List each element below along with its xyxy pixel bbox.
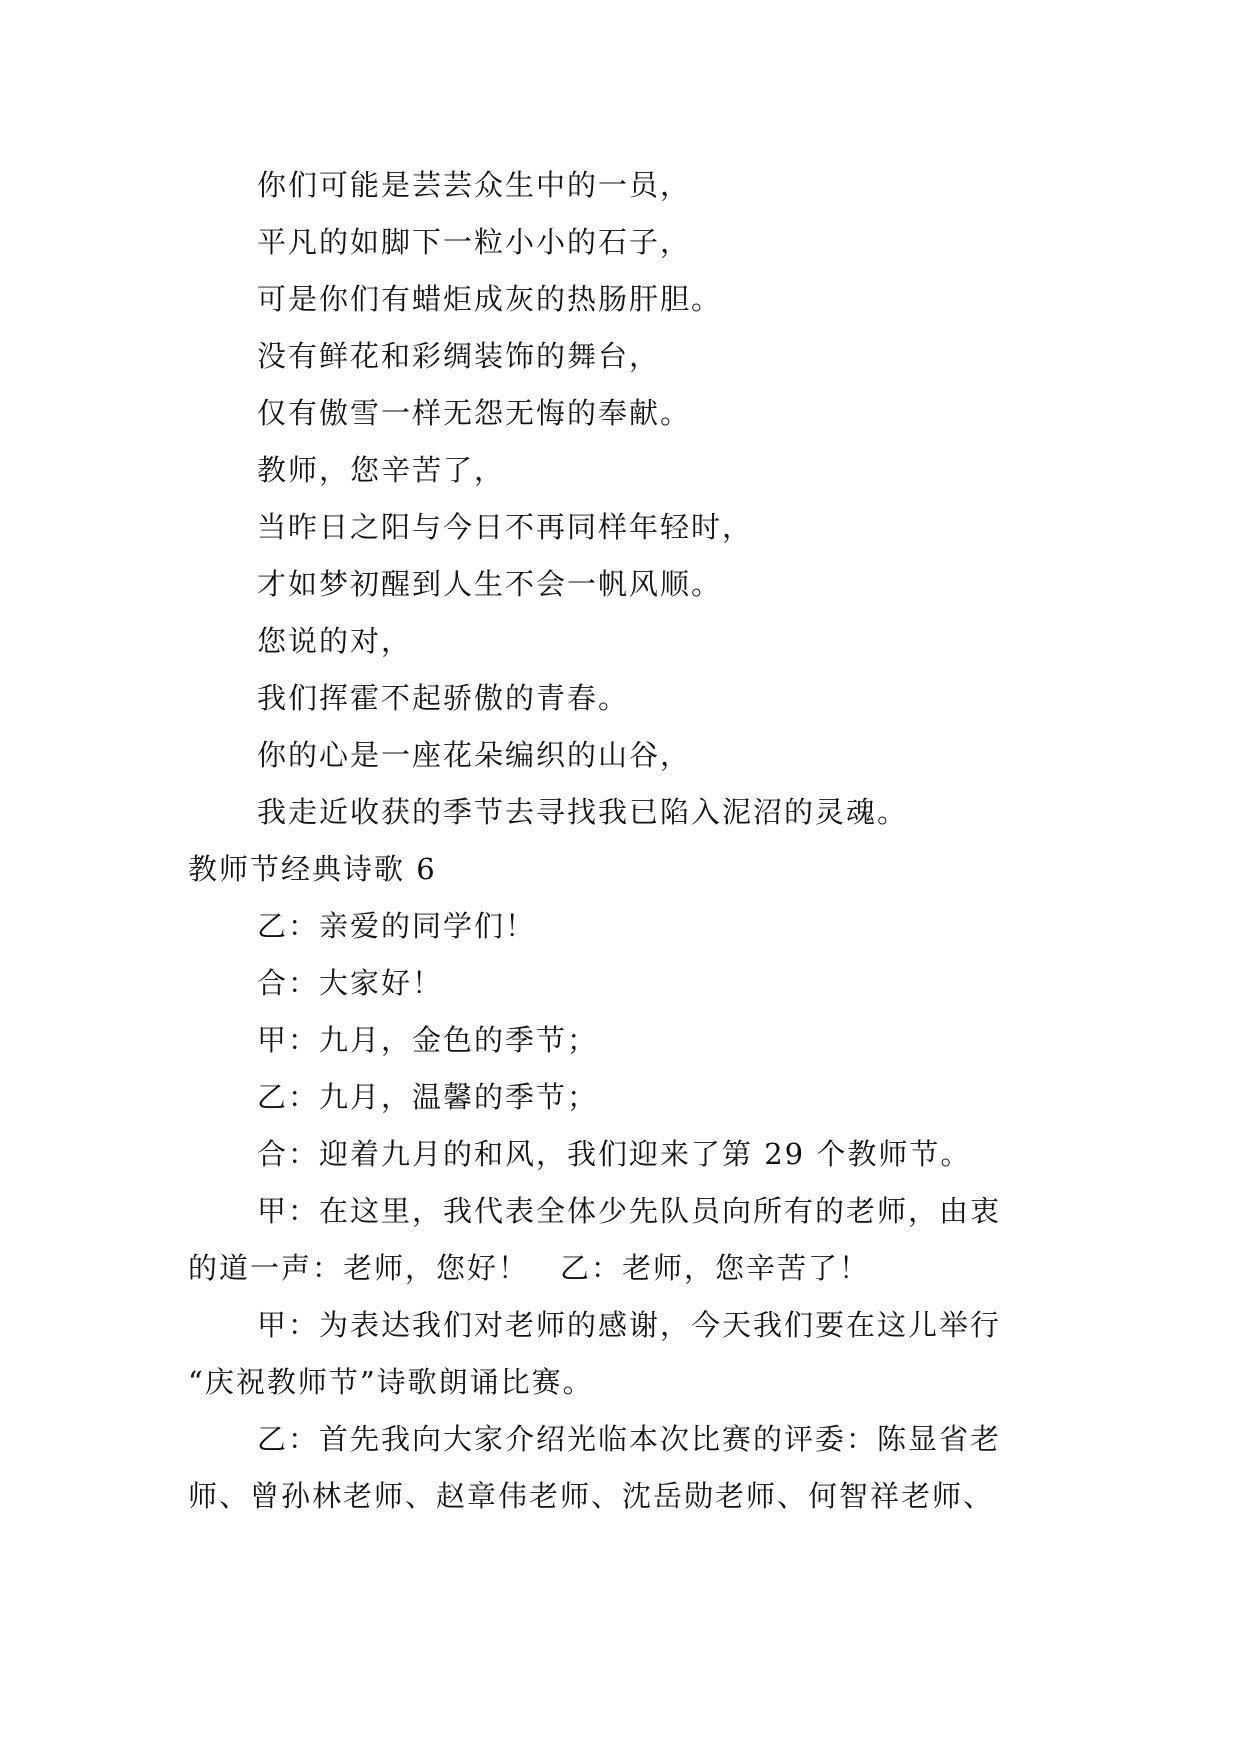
script-line: 甲：在这里，我代表全体少先队员向所有的老师，由衷 — [257, 1194, 1002, 1228]
poem-line: 才如梦初醒到人生不会一帆风顺。 — [257, 567, 723, 601]
poem-line: 你们可能是芸芸众生中的一员， — [257, 168, 692, 202]
script-line: 甲：为表达我们对老师的感谢，今天我们要在这儿举行 — [257, 1308, 1002, 1342]
section-heading: 教师节经典诗歌 6 — [188, 852, 437, 886]
poem-line: 平凡的如脚下一粒小小的石子， — [257, 225, 692, 259]
script-line: 乙：九月，温馨的季节； — [257, 1080, 599, 1114]
poem-line: 没有鲜花和彩绸装饰的舞台， — [257, 339, 661, 373]
poem-line: 仅有傲雪一样无怨无悔的奉献。 — [257, 396, 692, 430]
poem-line: 教师，您辛苦了， — [257, 453, 506, 487]
script-line-continuation: 的道一声：老师，您好！ 乙：老师，您辛苦了！ — [188, 1251, 871, 1285]
script-line: 乙：亲爱的同学们！ — [257, 909, 537, 943]
script-line: 合：大家好！ — [257, 966, 444, 1000]
poem-line: 你的心是一座花朵编织的山谷， — [257, 738, 692, 772]
script-line: 乙：首先我向大家介绍光临本次比赛的评委：陈显省老 — [257, 1422, 1002, 1456]
poem-line: 可是你们有蜡炬成灰的热肠肝胆。 — [257, 282, 723, 316]
poem-line: 我走近收获的季节去寻找我已陷入泥沼的灵魂。 — [257, 795, 909, 829]
script-line-continuation: 师、曾孙林老师、赵章伟老师、沈岳勋老师、何智祥老师、 — [188, 1479, 995, 1513]
script-line: 合：迎着九月的和风，我们迎来了第 29 个教师节。 — [257, 1137, 972, 1171]
poem-line: 当昨日之阳与今日不再同样年轻时， — [257, 510, 754, 544]
script-line-continuation: “庆祝教师节”诗歌朗诵比赛。 — [188, 1365, 594, 1399]
poem-line: 您说的对， — [257, 624, 413, 658]
script-line: 甲：九月，金色的季节； — [257, 1023, 599, 1057]
poem-line: 我们挥霍不起骄傲的青春。 — [257, 681, 630, 715]
